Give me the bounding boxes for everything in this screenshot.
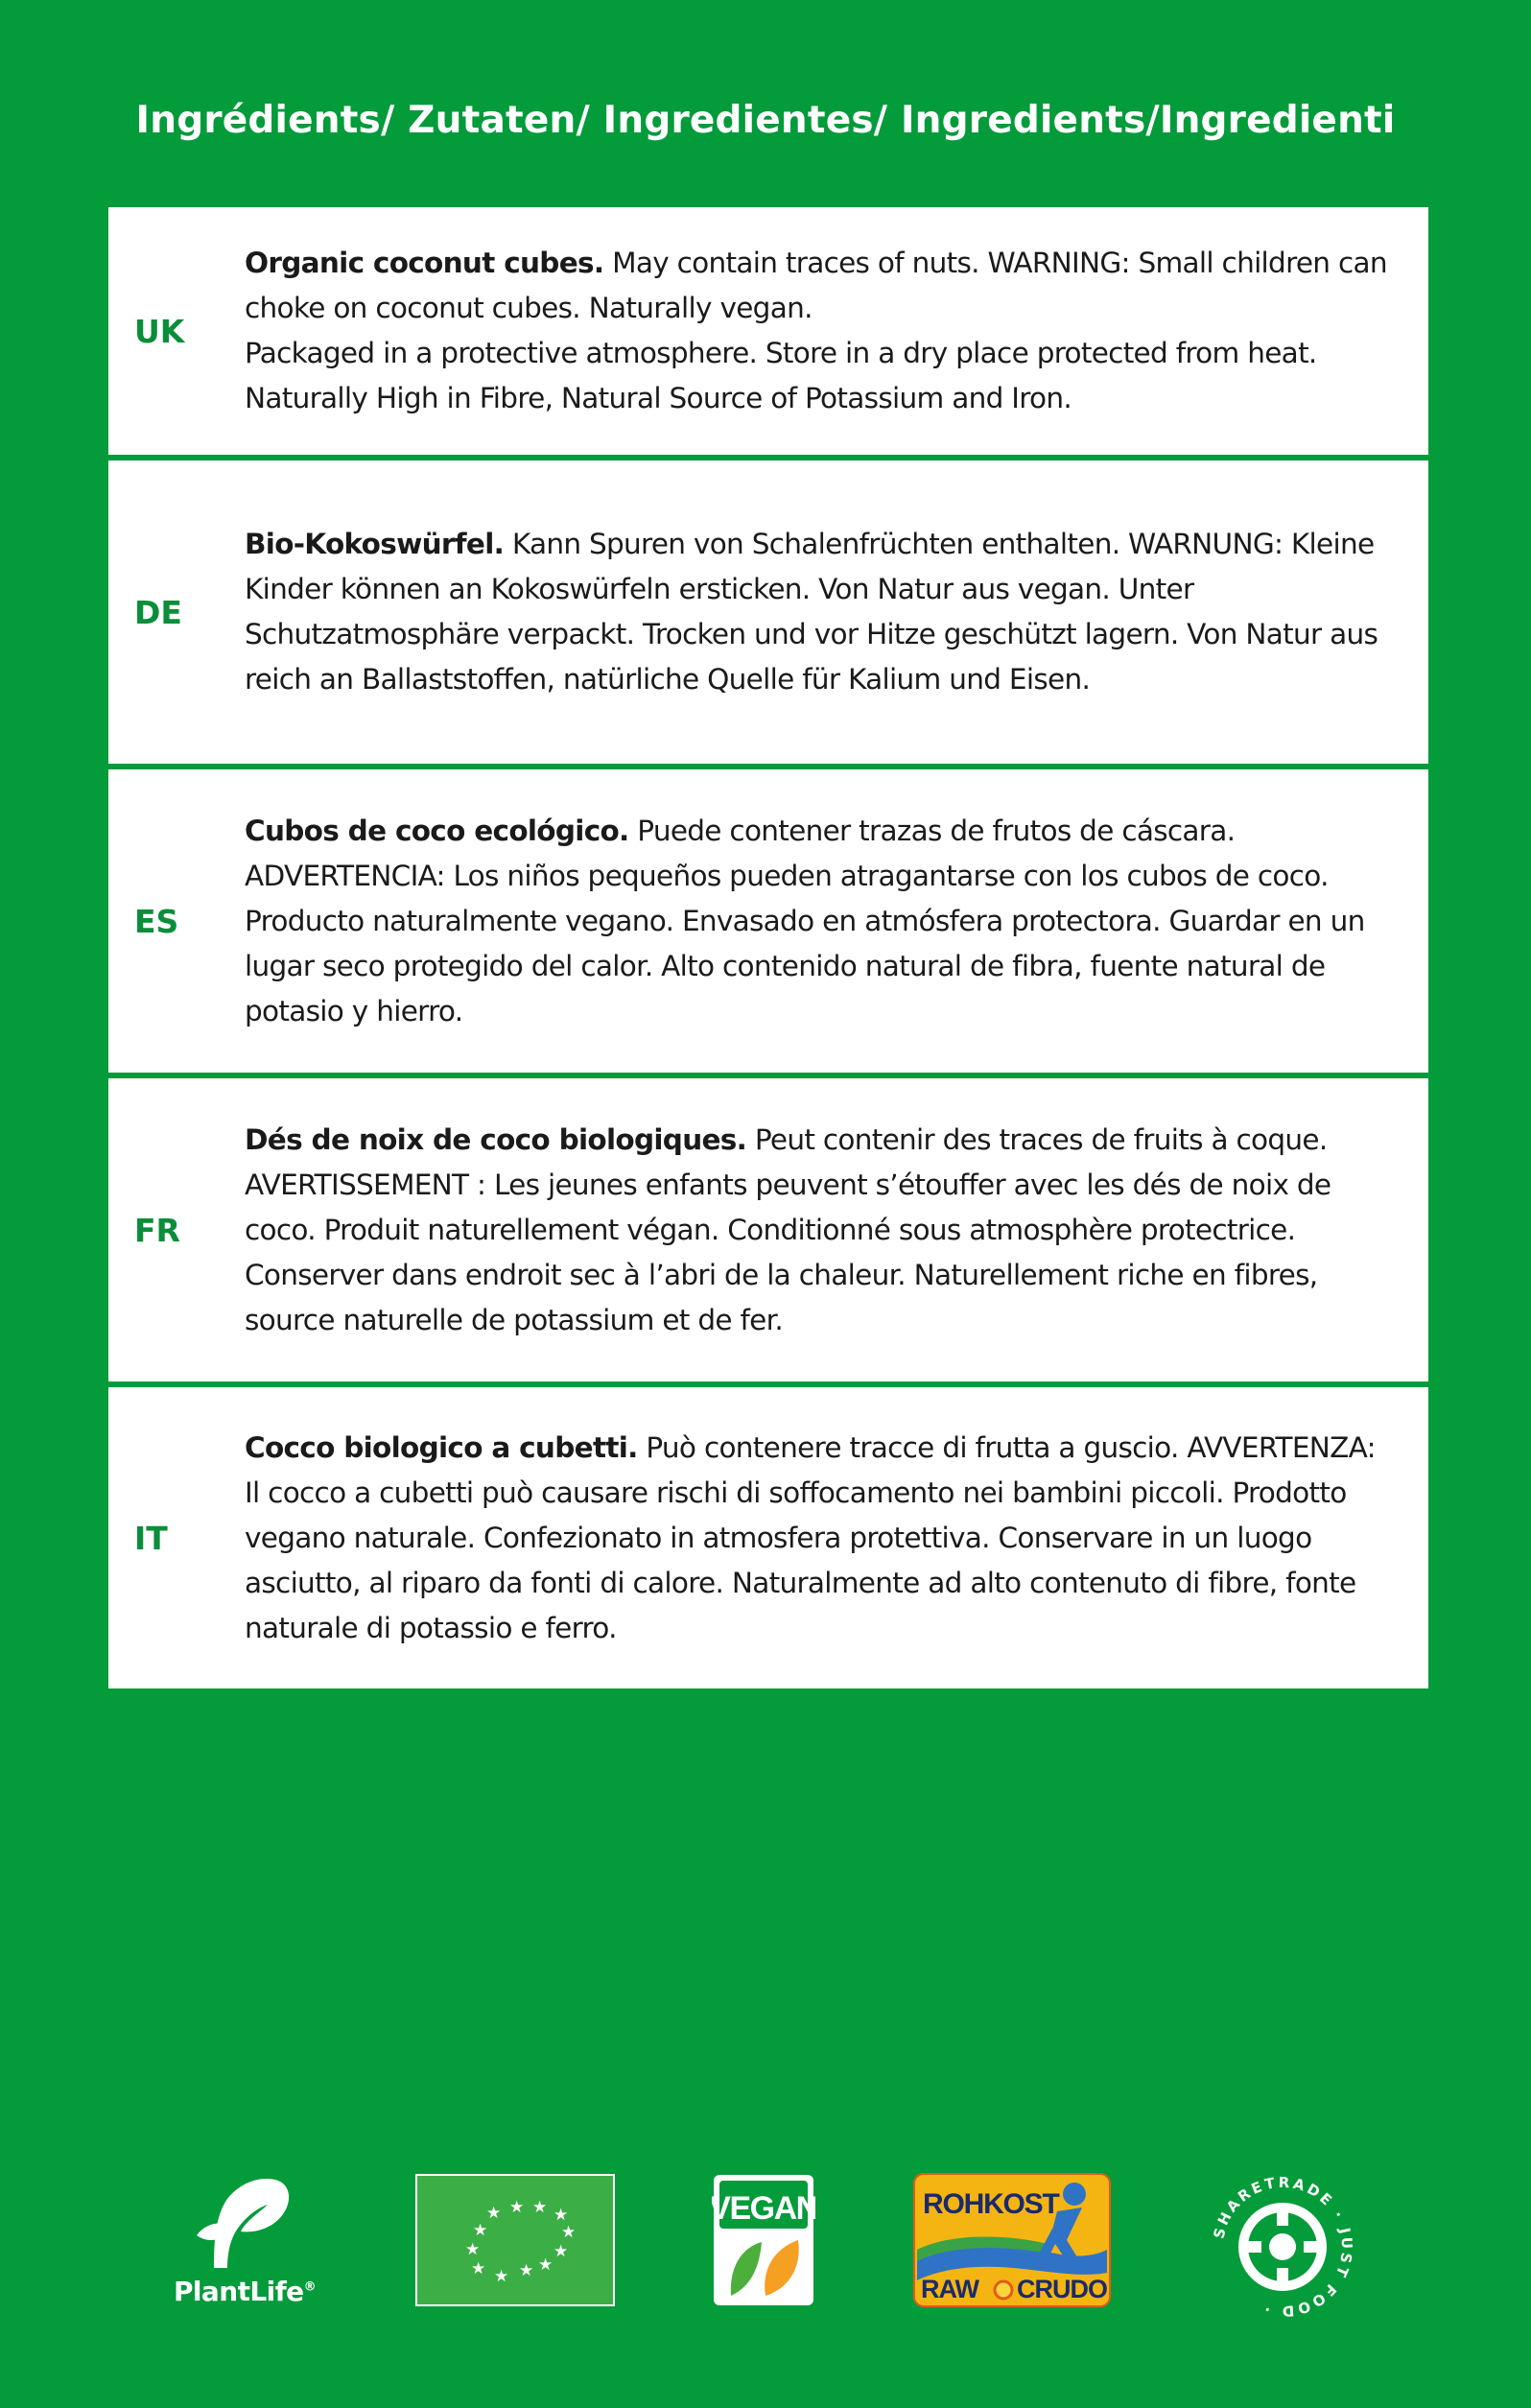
rohkost-badge <box>913 2173 1111 2307</box>
ingredients-text <box>245 809 1394 1034</box>
page-title: Ingrédients/ Zutaten/ Ingredientes/ Ingredients/Ingredienti <box>135 99 1396 142</box>
ingredients-row-de <box>108 460 1428 764</box>
eu-organic-logo <box>415 2174 615 2306</box>
svg-text:★: ★ <box>554 2242 569 2261</box>
ingredients-text <box>245 522 1394 702</box>
plantlife-leaf-icon <box>168 2172 321 2278</box>
product-name: Cocco biologico a cubetti. <box>245 1430 638 1464</box>
description-text: Peut contenir des traces de fruits à coque. AVERTISSEMENT : Les jeunes enfants peuvent s’étouffer avec les dés de noix de coco. Produit naturellement végan. Conditionné sous atmosphère protectrice. Conserver dans endroit sec à l’abri de la chaleur. Naturellement riche en fibres, source naturelle de potassium et de fer. <box>245 1122 1331 1336</box>
sharetrade-logo <box>1206 2170 1359 2324</box>
vegan-text: VEGAN <box>712 2190 815 2227</box>
svg-text:★: ★ <box>561 2223 577 2242</box>
vegan-badge <box>712 2173 815 2307</box>
ingredients-text <box>245 1426 1394 1651</box>
language-code: FR <box>134 1211 180 1249</box>
language-code: IT <box>134 1519 168 1557</box>
svg-text:SHARETRADE · JUST FOOD ·: SHARETRADE · JUST FOOD · <box>1210 2173 1356 2321</box>
rohkost-runner-icon <box>913 2173 1111 2307</box>
svg-text:★: ★ <box>554 2206 569 2225</box>
svg-text:★: ★ <box>538 2255 554 2275</box>
ingredients-row-uk <box>108 207 1428 455</box>
certification-logos <box>0 2170 1531 2321</box>
registered-mark: ® <box>303 2279 316 2295</box>
description-text-2: Packaged in a protective atmosphere. Store in a dry place protected from heat. Naturally High in Fibre, Natural Source of Potassium and Iron. <box>245 337 1317 414</box>
svg-text:★: ★ <box>509 2198 525 2217</box>
plantlife-wordmark <box>168 2276 321 2307</box>
svg-text:★: ★ <box>471 2259 486 2278</box>
ingredients-text <box>245 241 1394 421</box>
svg-text:★: ★ <box>519 2261 534 2280</box>
svg-text:★: ★ <box>486 2204 502 2223</box>
svg-text:RAW: RAW <box>921 2275 978 2303</box>
language-code: DE <box>134 593 182 631</box>
product-name: Organic coconut cubes. <box>245 247 604 279</box>
svg-text:ROHKOST: ROHKOST <box>923 2188 1059 2220</box>
eu-organic-leaf-icon <box>417 2176 613 2304</box>
sharetrade-emblem-icon <box>1206 2170 1359 2324</box>
product-name: Bio-Kokoswürfel. <box>245 528 505 560</box>
svg-text:★: ★ <box>473 2221 488 2240</box>
plantlife-name: PlantLife <box>174 2276 304 2307</box>
description-text: Kann Spuren von Schalenfrüchten enthalten. WARNUNG: Kleine Kinder können an Kokoswürfeln ersticken. Von Natur aus vegan. Unter Schutzatmosphäre verpackt. Trocken und vor Hitze geschützt lagern. Von Natur aus reich an Ballaststoffen, natürliche Quelle für Kalium und Eisen. <box>245 528 1378 696</box>
description-text: Puede contener trazas de frutos de cáscara. ADVERTENCIA: Los niños pequeños pueden atragantarse con los cubos de coco. Producto naturalmente vegano. Envasado en atmósfera protectora. Guardar en un lugar seco protegido del calor. Alto contenido natural de fibra, fuente natural de potasio y hierro. <box>245 814 1365 1027</box>
svg-text:★: ★ <box>494 2267 509 2286</box>
svg-text:★: ★ <box>532 2198 548 2217</box>
ingredients-row-es <box>108 769 1428 1073</box>
description-text: Può contenere tracce di frutta a guscio. AVVERTENZA: Il cocco a cubetti può causare rischi di soffocamento nei bambini piccoli. Prodotto vegano naturale. Confezionato in atmosfera protettiva. Conservare in un luogo asciutto, al riparo da fonti di calore. Naturalmente ad alto contenuto di fibre, fonte naturale di potassio e ferro. <box>245 1430 1376 1644</box>
svg-text:★: ★ <box>465 2240 481 2259</box>
product-name: Dés de noix de coco biologiques. <box>245 1122 747 1156</box>
language-code: ES <box>134 902 179 940</box>
plantlife-logo <box>168 2172 321 2316</box>
vegan-leaf-icon <box>712 2173 815 2307</box>
description-text: May contain traces of nuts. WARNING: Small children can choke on coconut cubes. Naturally vegan. <box>245 247 1387 324</box>
ingredients-row-fr <box>108 1078 1428 1381</box>
ingredients-row-it <box>108 1387 1428 1688</box>
language-code: UK <box>134 312 185 350</box>
product-name: Cubos de coco ecológico. <box>245 814 629 847</box>
ingredients-text <box>245 1118 1394 1343</box>
ingredients-table <box>108 207 1428 1688</box>
svg-text:CRUDO: CRUDO <box>1017 2275 1107 2303</box>
